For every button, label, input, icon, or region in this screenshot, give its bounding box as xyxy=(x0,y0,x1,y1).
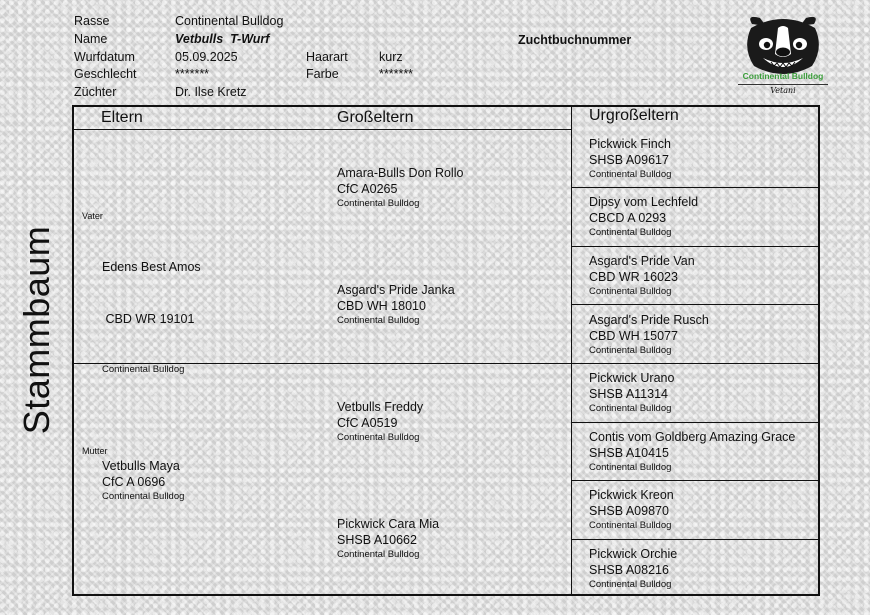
dog-name: Pickwick Cara Mia xyxy=(337,517,440,531)
grandparent xyxy=(337,399,423,444)
dog-breed: Continental Bulldog xyxy=(589,403,672,414)
great-grandparent xyxy=(589,194,698,239)
dog-reg: CfC A0519 xyxy=(337,416,398,430)
divider-row xyxy=(571,422,818,423)
grandparent xyxy=(337,516,439,561)
great-grandparent xyxy=(589,487,674,532)
zuchtbuch-label: Zuchtbuchnummer xyxy=(518,33,632,47)
parent-vater xyxy=(102,223,201,412)
dog-name: Asgard's Pride Van xyxy=(589,254,695,268)
geschlecht-value: ******* xyxy=(175,67,210,81)
dog-reg: SHSB A09617 xyxy=(589,153,669,167)
dog-name: Vetbulls Maya xyxy=(102,459,180,473)
zuechter-value: Dr. Ilse Kretz xyxy=(175,85,247,99)
haarart-value: kurz xyxy=(379,50,403,64)
dog-name: Edens Best Amos xyxy=(102,260,201,274)
dog-reg: CBD WR 16023 xyxy=(589,270,678,284)
dog-reg: SHSB A10415 xyxy=(589,446,669,460)
parent-mutter xyxy=(102,458,184,503)
dog-breed: Continental Bulldog xyxy=(337,315,420,326)
dog-reg: CBCD A 0293 xyxy=(589,211,667,225)
dog-breed: Continental Bulldog xyxy=(589,227,672,238)
name-value: Vetbulls T-Wurf xyxy=(175,32,270,46)
dog-reg: SHSB A09870 xyxy=(589,504,669,518)
dog-reg: CBD WR 19101 xyxy=(102,312,195,326)
dog-breed: Continental Bulldog xyxy=(589,579,672,590)
dog-name: Vetbulls Freddy xyxy=(337,400,424,414)
farbe-label: Farbe xyxy=(306,67,339,81)
farbe-value: ******* xyxy=(379,67,414,81)
great-grandparent xyxy=(589,312,709,357)
dog-name: Pickwick Orchie xyxy=(589,547,678,561)
divider-row xyxy=(571,246,818,247)
dog-breed: Continental Bulldog xyxy=(337,198,420,209)
dog-breed: Continental Bulldog xyxy=(589,345,672,356)
col-header-urgrosseltern: Urgroßeltern xyxy=(589,107,679,124)
haarart-label: Haarart xyxy=(306,50,348,64)
dog-breed: Continental Bulldog xyxy=(589,462,672,473)
great-grandparent xyxy=(589,253,695,298)
dog-reg: CfC A 0696 xyxy=(102,475,166,489)
great-grandparent xyxy=(589,546,677,591)
dog-name: Contis vom Goldberg Amazing Grace xyxy=(589,430,796,444)
great-grandparent xyxy=(589,136,671,181)
logo-text: Continental Bulldog xyxy=(742,71,824,81)
grandparent xyxy=(337,165,463,210)
wurfdatum-label: Wurfdatum xyxy=(74,50,135,64)
divider-vertical xyxy=(571,107,572,594)
dog-breed: Continental Bulldog xyxy=(102,364,185,375)
dog-breed: Continental Bulldog xyxy=(337,549,420,560)
pedigree-table xyxy=(72,105,820,596)
wurfdatum-value: 05.09.2025 xyxy=(175,50,238,64)
dog-breed: Continental Bulldog xyxy=(337,432,420,443)
dog-name: Pickwick Kreon xyxy=(589,488,674,502)
stammbaum-title: Stammbaum xyxy=(16,225,57,435)
dog-name: Pickwick Finch xyxy=(589,137,671,151)
geschlecht-label: Geschlecht xyxy=(74,67,137,81)
dog-breed: Continental Bulldog xyxy=(589,169,672,180)
divider-row xyxy=(571,304,818,305)
divider-row xyxy=(571,480,818,481)
dog-reg: CfC A0265 xyxy=(337,182,398,196)
col-header-grosseltern: Großeltern xyxy=(337,109,414,126)
dog-breed: Continental Bulldog xyxy=(589,520,672,531)
name-label: Name xyxy=(74,32,108,46)
divider-row xyxy=(571,187,818,188)
logo-subtext: Vetani xyxy=(738,84,828,95)
dog-reg: SHSB A11314 xyxy=(589,387,668,401)
divider-header xyxy=(74,129,571,130)
dog-name: Asgard's Pride Rusch xyxy=(589,313,709,327)
dog-name: Dipsy vom Lechfeld xyxy=(589,195,699,209)
dog-reg: SHSB A08216 xyxy=(589,563,669,577)
great-grandparent xyxy=(589,370,674,415)
dog-breed: Continental Bulldog xyxy=(102,491,185,502)
rasse-label: Rasse xyxy=(74,14,110,28)
zuechter-label: Züchter xyxy=(74,85,117,99)
great-grandparent xyxy=(589,429,795,474)
dog-name: Asgard's Pride Janka xyxy=(337,283,455,297)
dog-reg: SHSB A10662 xyxy=(337,533,417,547)
col-header-eltern: Eltern xyxy=(101,109,143,126)
grandparent xyxy=(337,282,455,327)
kennel-logo xyxy=(738,10,828,100)
dog-reg: CBD WH 15077 xyxy=(589,329,678,343)
dog-breed: Continental Bulldog xyxy=(589,286,672,297)
dog-reg: CBD WH 18010 xyxy=(337,299,426,313)
mutter-label: Mutter xyxy=(82,446,108,456)
dog-name: Amara-Bulls Don Rollo xyxy=(337,166,464,180)
rasse-value: Continental Bulldog xyxy=(175,14,284,28)
vater-label: Vater xyxy=(82,211,103,221)
dog-name: Pickwick Urano xyxy=(589,371,675,385)
divider-row xyxy=(571,539,818,540)
